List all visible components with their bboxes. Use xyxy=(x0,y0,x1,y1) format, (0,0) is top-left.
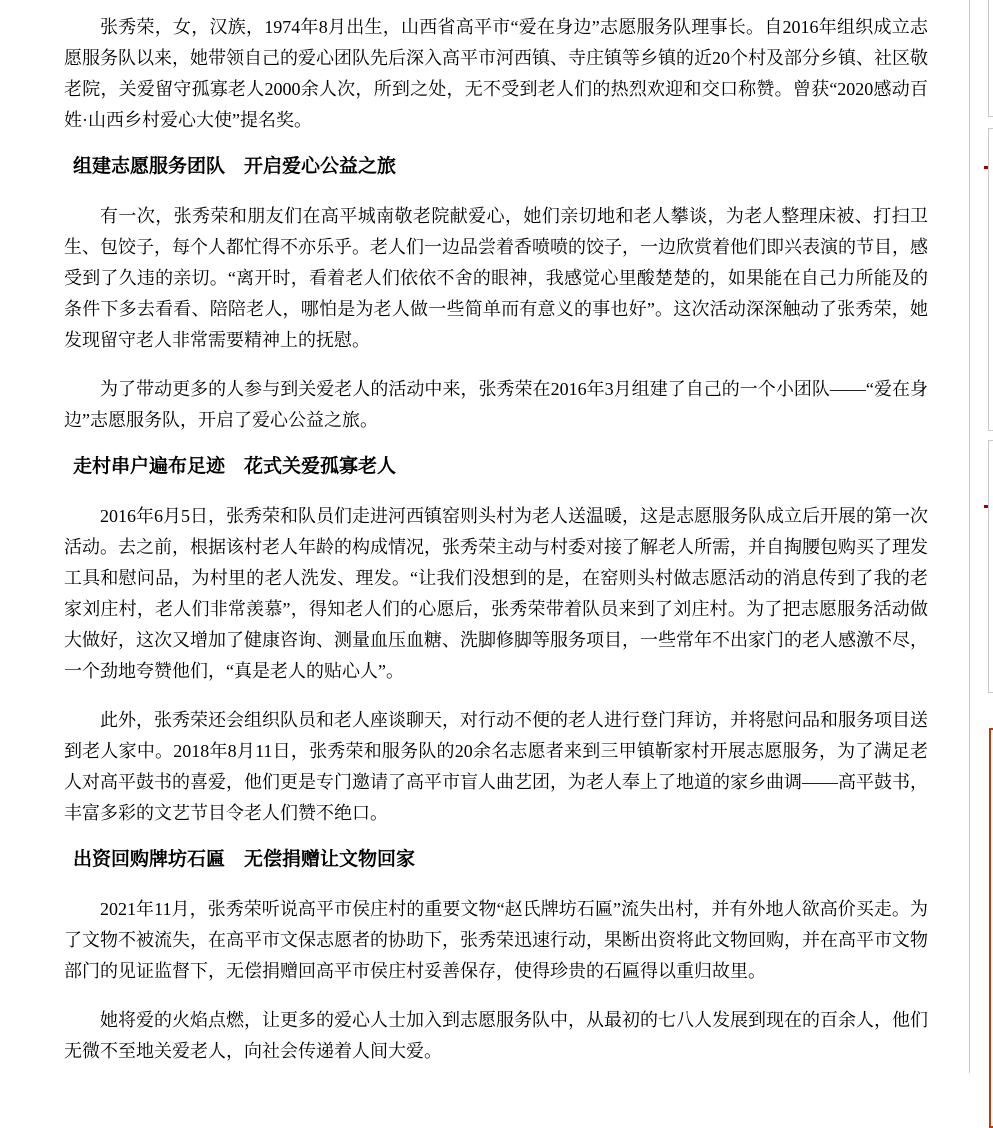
sidebar-card-1[interactable] xyxy=(988,0,993,117)
section-2-paragraph-1: 2016年6月5日，张秀荣和队员们走进河西镇窑则头村为老人送温暖，这是志愿服务队成立后开展的第一次活动。去之前，根据该村老人年龄的构成情况，张秀荣主动与村委对接了解老人所需，并自掏腰包购买了理发工具和慰问品，为村里的老人洗发、理发。“让我们没想到的是，在窑则头村做志愿活动的消息传到了我的老家刘庄村，老人们非常羡慕”，得知老人们的心愿后，张秀荣带着队员来到了刘庄村。为了把志愿服务活动做大做好，这次又增加了健康咨询、测量血压血糖、洗脚修脚等服务项目，一些常年不出家门的老人感激不尽，一个劲地夸赞他们，“真是老人的贴心人”。 xyxy=(64,506,928,681)
section-heading-3: 出资回购牌坊石匾 无偿捐赠让文物回家 xyxy=(73,849,416,870)
section-2-paragraph-2: 此外，张秀荣还会组织队员和老人座谈聊天，对行动不便的老人进行登门拜访，并将慰问品和服务项目送到老人家中。2018年8月11日，张秀荣和服务队的20余名志愿者来到三甲镇靳家村开展志愿服务，为了满足老人对高平鼓书的喜爱，他们更是专门邀请了高平市盲人曲艺团，为老人奉上了地道的家乡曲调——高平鼓书，丰富多彩的文艺节目令老人们赞不绝口。 xyxy=(64,710,928,823)
section-1-paragraph-1: 有一次，张秀荣和朋友们在高平城南敬老院献爱心，她们亲切地和老人攀谈，为老人整理床被、打扫卫生、包饺子，每个人都忙得不亦乐乎。老人们一边品尝着香喷喷的饺子，一边欣赏着他们即兴表演的节目，感受到了久违的亲切。“离开时，看着老人们依依不舍的眼神，我感觉心里酸楚楚的，如果能在自己力所能及的条件下多去看看、陪陪老人，哪怕是为老人做一些简单而有意义的事也好”。这次活动深深触动了张秀荣，她发现留守老人非常需要精神上的抚慰。 xyxy=(64,206,928,350)
section-heading-1: 组建志愿服务团队 开启爱心公益之旅 xyxy=(73,156,397,177)
section-3-paragraph-2: 她将爱的火焰点燃，让更多的爱心人士加入到志愿服务队中，从最初的七八人发展到现在的百余人，他们无微不至地关爱老人，向社会传递着人间大爱。 xyxy=(64,1010,928,1061)
section-heading-2: 走村串户遍布足迹 花式关爱孤寡老人 xyxy=(73,456,397,477)
section-1-paragraph-2: 为了带动更多的人参与到关爱老人的活动中来，张秀荣在2016年3月组建了自己的一个小团队——“爱在身边”志愿服务队，开启了爱心公益之旅。 xyxy=(64,379,928,430)
intro-paragraph: 张秀荣，女，汉族，1974年8月出生，山西省高平市“爱在身边”志愿服务队理事长。自2016年组织成立志愿服务队以来，她带领自己的爱心团队先后深入高平市河西镇、寺庄镇等乡镇的近20个村及部分乡镇、社区敬老院，关爱留守孤寡老人2000余人次，所到之处，无不受到老人们的热烈欢迎和交口称赞。曾获“2020感动百姓·山西乡村爱心大使”提名奖。 xyxy=(64,17,928,130)
red-text-marker xyxy=(984,505,988,508)
sidebar-card-2[interactable] xyxy=(988,128,993,431)
section-3-paragraph-1: 2021年11月，张秀荣听说高平市侯庄村的重要文物“赵氏牌坊石匾”流失出村，并有外地人欲高价买走。为了文物不被流失，在高平市文保志愿者的协助下，张秀荣迅速行动，果断出资将此文物回购，并在高平市文物部门的见证监督下，无偿捐赠回高平市侯庄村妥善保存，使得珍贵的石匾得以重归故里。 xyxy=(64,899,928,981)
column-divider xyxy=(969,0,970,1073)
red-text-marker xyxy=(984,166,988,169)
sidebar-card-3[interactable] xyxy=(988,440,993,693)
sidebar-card-highlighted[interactable] xyxy=(989,728,993,1128)
article-body xyxy=(64,0,928,1085)
